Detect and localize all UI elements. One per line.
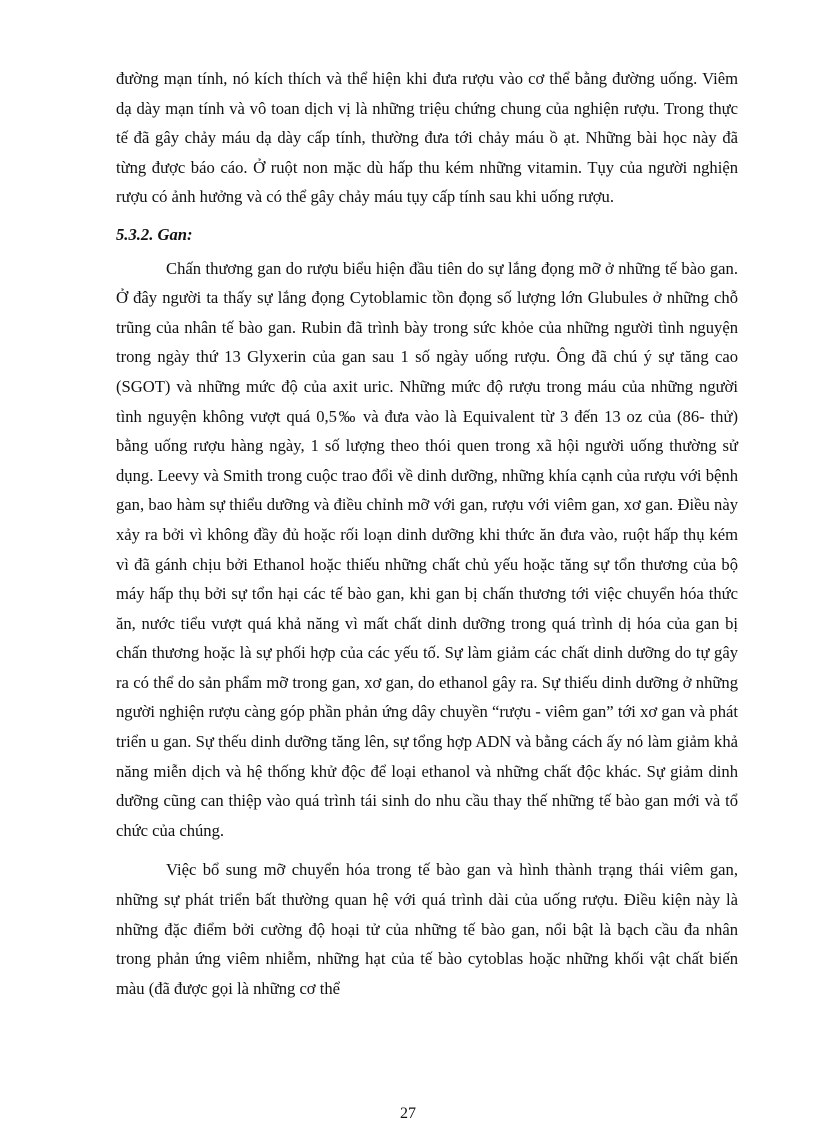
page-number: 27 (400, 1105, 416, 1122)
body-paragraph: Chấn thương gan do rượu biểu hiện đầu tiên do sự lắng đọng mỡ ở những tế bào gan. Ở đây người ta thấy sự lắng đọng Cytoblamic tồn đọng số lượng lớn Glubules ở những chỗ trũng của nhân tế bào gan. Rubin đã trình bày trong sức khỏe của những người tình nguyện trong ngày thứ 13 Glyxerin của gan sau 1 số ngày uống rượu. Ông đã chú ý sự tăng cao (SGOT) và những mức độ của axit uric. Những mức độ rượu trong máu của những người tình nguyện không vượt quá 0,5‰ và đưa vào là Equivalent từ 3 đến 13 oz của (86- thử) bằng uống rượu hàng ngày, 1 số lượng theo thói quen trong xã hội người uống thường sử dụng. Leevy và Smith trong cuộc trao đổi về dinh dưỡng, những khía cạnh của rượu với bệnh gan, bao hàm sự thiểu dưỡng và điều chỉnh mỡ với gan, rượu với viêm gan, xơ gan. Điều này xảy ra bởi vì không đầy đủ hoặc rối loạn dinh dưỡng khi thức ăn đưa vào, ruột hấp thụ kém vì đã gánh chịu bởi Ethanol hoặc thiếu những chất chủ yếu hoặc tăng sự tổn thương của bộ máy hấp thụ bởi sự tổn hại các tế bào gan, khi gan bị chấn thương tới việc chuyển hóa thức ăn, nước tiểu vượt quá khả năng vì mất chất dinh dưỡng trong quá trình dị hóa của gan bị chấn thương hoặc là sự phối hợp của các yếu tố. Sự làm giảm các chất dinh dưỡng do tự gây ra có thể do sản phẩm mỡ trong gan, xơ gan, do ethanol gây ra. Sự thiếu dinh dưỡng ở những người nghiện rượu càng góp phần phản ứng dây chuyền “rượu - viêm gan” tới xơ gan và phát triển u gan. Sự thếu dinh dưỡng tăng lên, sự tổng hợp ADN và bằng cách ấy nó làm giảm khả năng miễn dịch và hệ thống khử độc để loại ethanol và những chất độc khác. Sự giảm dinh dưỡng cũng can thiệp vào quá trình tái sinh do nhu cầu thay thế những tế bào gan mới và tổ chức của chúng. (116, 258, 738, 840)
section-heading: 5.3.2. Gan: (116, 224, 193, 244)
document-page (116, 64, 738, 1003)
body-paragraph: Việc bổ sung mỡ chuyển hóa trong tế bào gan và hình thành trạng thái viêm gan, những sự phát triển bất thường quan hệ với quá trình dài của uống rượu. Điều kiện này là những đặc điểm bởi cường độ hoại tử của những tế bào gan, nổi bật là bạch cầu đa nhân trong phản ứng viêm nhiễm, những hạt của tế bào cytoblas hoặc những khối vật chất biến màu (đã được gọi là những cơ thể (116, 860, 738, 998)
body-paragraph-continuation: đường mạn tính, nó kích thích và thể hiện khi đưa rượu vào cơ thể bằng đường uống. Viêm dạ dày mạn tính và vô toan dịch vị là những triệu chứng chung của nghiện rượu. Trong thực tế đã gây chảy máu dạ dày cấp tính, thường đưa tới chảy máu ồ ạt. Những bài học này đã từng được báo cáo. Ở ruột non mặc dù hấp thu kém những vitamin. Tụy của người nghiện rượu có ảnh hưởng và có thể gây chảy máu tụy cấp tính sau khi uống rượu. (116, 69, 738, 207)
